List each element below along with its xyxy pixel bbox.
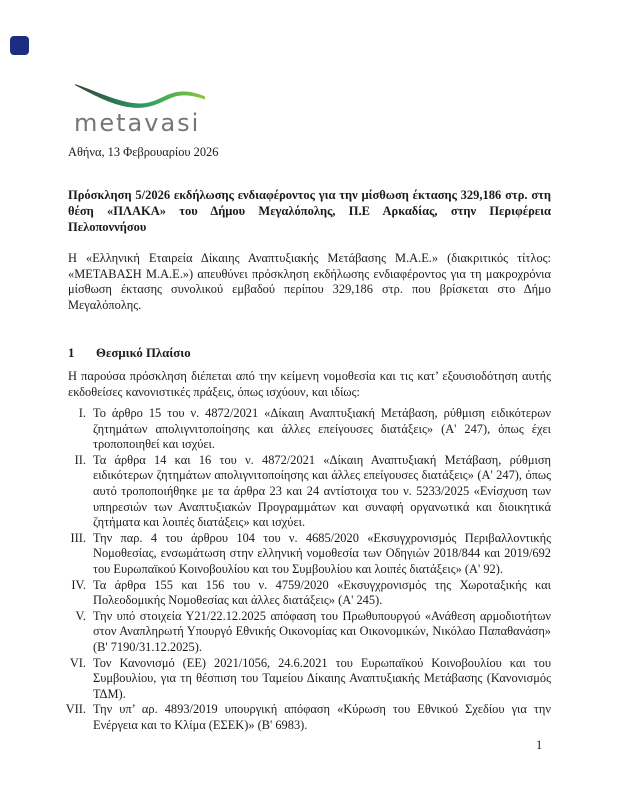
metavasi-logo xyxy=(74,83,214,135)
list-item xyxy=(64,609,552,656)
list-item-text: Την υπ’ αρ. 4893/2019 υπουργική απόφαση «Κύρωση του Εθνικού Σχεδίου για την Ενέργεια και το Κλίμα (ΕΣΕΚ)» (Β' 6983). xyxy=(93,702,551,732)
list-item-text: Τα άρθρα 14 και 16 του ν. 4872/2021 «Δίκαιη Αναπτυξιακή Μετάβαση, ρύθμιση ειδικότερων ζητημάτων απολιγνιτοποίησης και άλλες επείγουσες διατάξεις» (Α' 247), όπως αυτό τροποποιήθηκε με τα άρθρα 23 και 24 αντίστοιχα του ν. 5233/2025 «Ενίσχυση των υπηρεσιών των Αναπτυξιακών Προγραμμάτων και συναφή οργανωτικά και διοικητικά ζητήματα και λοιπές διατάξεις» και ισχύει. xyxy=(93,452,551,530)
logo-swoosh-icon xyxy=(74,83,206,110)
list-item-text: Την παρ. 4 του άρθρου 104 του ν. 4685/2020 «Εκσυγχρονισμός Περιβαλλοντικής Νομοθεσίας, ενσωμάτωση στην ελληνική νομοθεσία των Οδηγιών 2018/844 και 2019/692 του Ευρωπαϊκού Κοινοβουλίου και του Συμβουλίου και λοιπές διατάξεις» (Α' 92). xyxy=(93,530,551,576)
document-title: Πρόσκληση 5/2026 εκδήλωσης ενδιαφέροντος για την μίσθωση έκτασης 329,186 στρ. στη θέση «ΠΛΑΚΑ» του Δήμου Μεγαλόπολης, Π.Ε Αρκαδίας, στην Περιφέρεια Πελοποννήσου xyxy=(68,188,551,234)
list-item-text: Την υπό στοιχεία Υ21/22.12.2025 απόφαση του Πρωθυπουργού «Ανάθεση αρμοδιοτήτων στον Αναπληρωτή Υπουργό Εθνικής Οικονομίας και Οικονομικών, Νικόλαο Παπαθανάση» (Β' 7190/31.12.2025). xyxy=(93,608,551,654)
list-item xyxy=(64,702,552,733)
section-lead-paragraph: Η παρούσα πρόσκληση διέπεται από την κείμενη νομοθεσία και τις κατ’ εξουσιοδότηση αυτής εκδοθείσες κανονιστικές πράξεις, όπως ισχύουν, και ιδίως: xyxy=(68,369,551,399)
list-item xyxy=(64,453,552,531)
list-item-numeral: VII. xyxy=(65,702,86,717)
list-item xyxy=(64,531,552,578)
section-number: 1 xyxy=(68,346,75,360)
intro-paragraph: Η «Ελληνική Εταιρεία Δίκαιης Αναπτυξιακής Μετάβασης Μ.Α.Ε.» (διακριτικός τίτλος: «ΜΕΤΑΒΑΣΗ Μ.Α.Ε.») απευθύνει πρόσκληση εκδήλωσης ενδιαφέροντος για τη μακροχρόνια μίσθωση έκτασης συνολικού εμβαδού περίπου 329,186 στρ. που βρίσκεται στο Δήμο Μεγαλόπολης. xyxy=(68,251,551,312)
list-item-text: Τα άρθρα 155 και 156 του ν. 4759/2020 «Εκσυγχρονισμός της Χωροταξικής και Πολεοδομικής Νομοθεσίας και άλλες διατάξεις» (Α' 245). xyxy=(93,577,551,608)
logo-wordmark: metavasi xyxy=(74,109,201,137)
section-title: Θεσμικό Πλαίσιο xyxy=(96,346,191,360)
list-item-text: Τον Κανονισμό (ΕΕ) 2021/1056, 24.6.2021 του Ευρωπαϊκού Κοινοβουλίου και του Συμβουλίου, για τη θέσπιση του Ταμείου Δίκαιης Αναπτυξιακής Μετάβασης (Κανονισμός ΤΔΜ). xyxy=(93,655,551,701)
date-line: Αθήνα, 13 Φεβρουαρίου 2026 xyxy=(68,145,219,159)
list-item-numeral: I. xyxy=(78,406,86,420)
blue-corner-badge xyxy=(10,36,29,55)
list-item-numeral: IV. xyxy=(71,577,86,592)
list-item xyxy=(64,406,552,453)
list-item-numeral: V. xyxy=(75,608,86,623)
list-item-numeral: II. xyxy=(74,452,86,467)
list-item xyxy=(64,656,552,703)
list-item-numeral: VI. xyxy=(69,655,86,670)
list-item-numeral: III. xyxy=(70,530,86,545)
list-item-text: Το άρθρο 15 του ν. 4872/2021 «Δίκαιη Αναπτυξιακή Μετάβαση, ρύθμιση ειδικότερων ζητημάτων απολιγνιτοποίησης και άλλες επείγουσες διατάξεις» (Α' 247), όπως έχει τροποποιηθεί και ισχύει. xyxy=(93,406,551,452)
legal-references-list xyxy=(64,406,552,733)
page-number: 1 xyxy=(536,738,543,752)
list-item xyxy=(64,578,552,609)
section-heading xyxy=(68,345,551,361)
